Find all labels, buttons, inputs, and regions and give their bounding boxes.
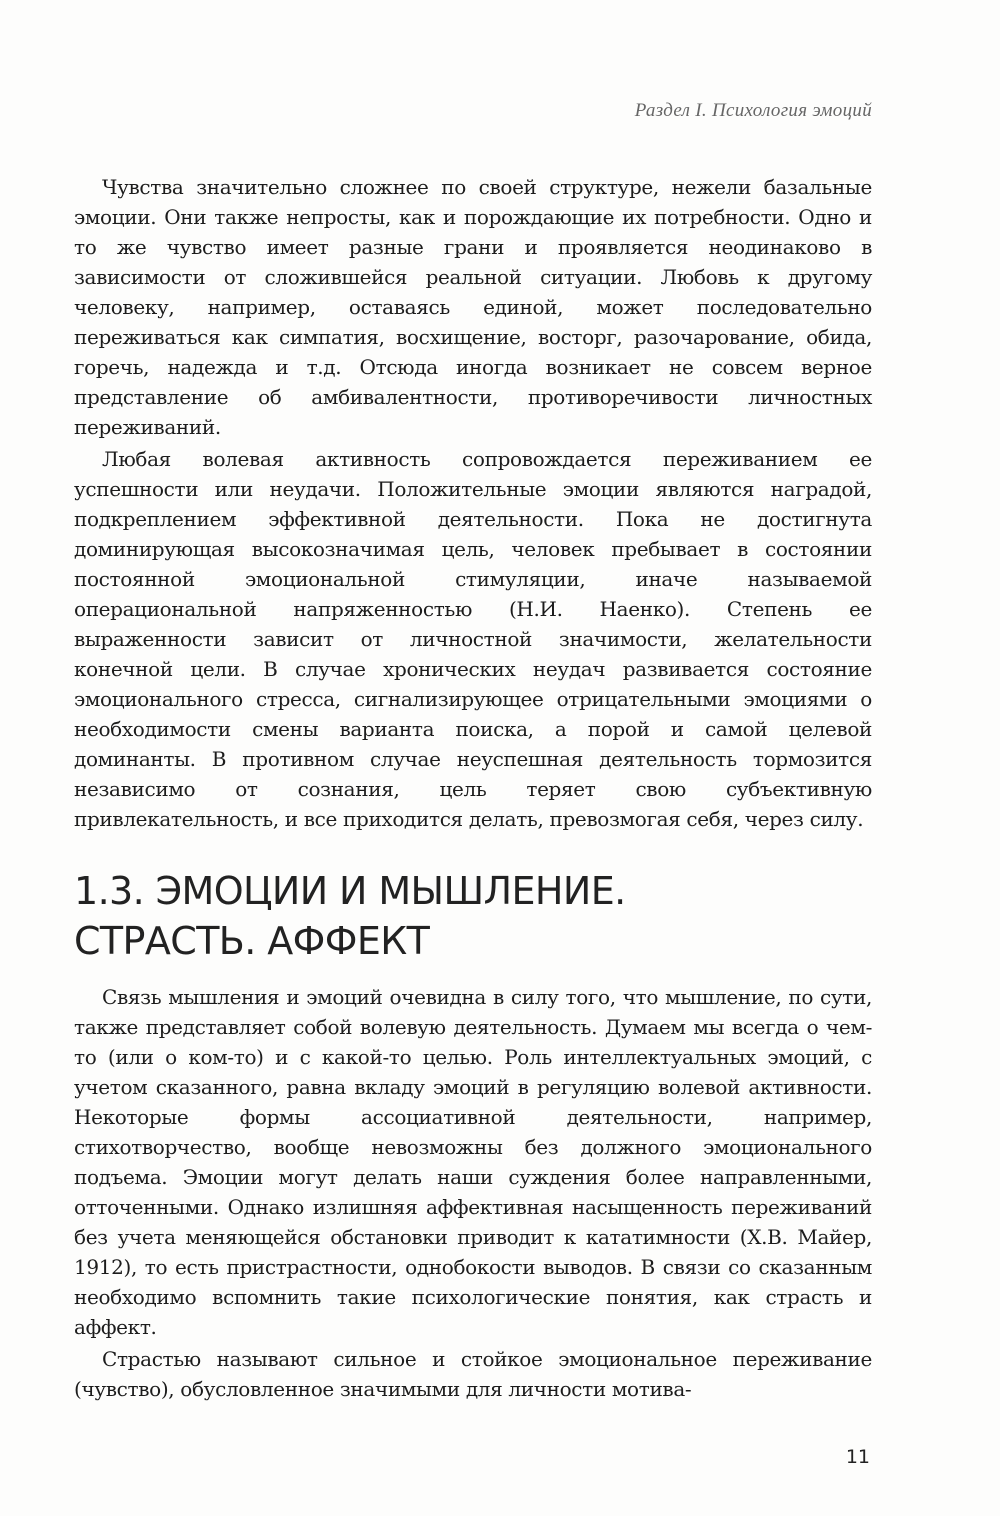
paragraph-thinking-emotions: Связь мышления и эмоций очевидна в силу того, что мышление, по сути, также представляет собой волевую деятельность. Думаем мы всегда о чем-то (или о ком-то) и с какой-то целью. Роль интеллектуальных эмоций, с учетом сказанного, равна вкладу эмоций в регуляцию волевой активности. Некоторые формы ассоциативной деятельности, например, стихотворчество, вообще невозможны без должного эмоционального подъема. Эмоции могут делать наши суждения более направленными, отточенными. Однако излишняя аффективная насыщенность переживаний без учета меняющейся обстановки приводит к кататимности (Х.В. Майер, 1912), то есть пристрастности, однобокости выводов. В связи со сказанным необходимо вспомнить такие психологические понятия, как страсть и аффект. bbox=[74, 985, 872, 1339]
paragraph-volitional-activity: Любая волевая активность сопровождается переживанием ее успешности или неудачи. Положительные эмоции являются наградой, подкреплением эффективной деятельности. Пока не достигнута доминирующая высокозначимая цель, человек пребывает в состоянии постоянной эмоциональной стимуляции, иначе называемой операциональной напряженностью (Н.И. Наенко). Степень ее выраженности зависит от личностной значимости, желательности конечной цели. В случае хронических неудач развивается состояние эмоционального стресса, сигнализирующее отрицательными эмоциями о необходимости смены варианта поиска, а порой и самой целевой доминанты. В противном случае неуспешная деятельность тормозится независимо от сознания, цель теряет свою субъективную привлекательность, и все приходится делать, превозмогая себя, через силу. bbox=[74, 447, 872, 831]
text-block-bottom bbox=[74, 982, 872, 1404]
section-heading-line1: 1.3. ЭМОЦИИ И МЫШЛЕНИЕ. bbox=[74, 869, 626, 913]
text-block-top bbox=[74, 172, 872, 834]
section-heading bbox=[74, 866, 872, 966]
paragraph-feelings: Чувства значительно сложнее по своей структуре, нежели базальные эмоции. Они также непросты, как и порождающие их потребности. Одно и то же чувство имеет разные грани и проявляется неодинаково в зависимости от сложившейся реальной ситуации. Любовь к другому человеку, например, оставаясь единой, может последовательно переживаться как симпатия, восхищение, восторг, разочарование, обида, горечь, надежда и т.д. Отсюда иногда возникает не совсем верное представление об амбивалентности, противоречивости личностных переживаний. bbox=[74, 175, 872, 439]
section-heading-line2: СТРАСТЬ. АФФЕКТ bbox=[74, 919, 430, 963]
running-head: Раздел I. Психология эмоций bbox=[634, 100, 872, 121]
page-number: 11 bbox=[845, 1446, 870, 1468]
paragraph-passion: Страстью называют сильное и стойкое эмоциональное переживание (чувство), обусловленное значимыми для личности мотива- bbox=[74, 1347, 872, 1401]
